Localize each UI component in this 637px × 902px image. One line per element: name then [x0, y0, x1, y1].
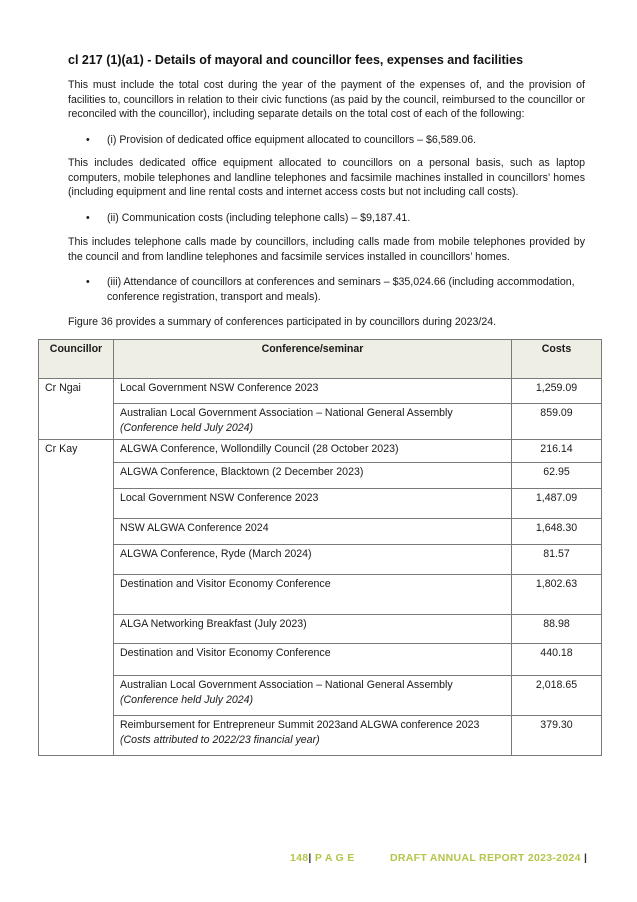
conference-title: ALGWA Conference, Blacktown (2 December 2023) — [120, 466, 364, 478]
bullet-text: (ii) Communication costs (including telephone calls) – $9,187.41. — [107, 212, 411, 224]
table-row — [39, 716, 602, 756]
bullet-text: (iii) Attendance of councillors at conferences and seminars – $35,024.66 (including accommodation, conference registration, transport and meals). — [107, 276, 575, 303]
conference-cell — [114, 644, 512, 676]
bullet-icon: • — [86, 134, 90, 146]
table-row — [39, 644, 602, 676]
conference-title: Local Government NSW Conference 2023 — [120, 382, 319, 394]
cost-cell: 2,018.65 — [512, 676, 602, 716]
cost-cell: 62.95 — [512, 463, 602, 489]
footer-separator: | — [583, 852, 588, 864]
conference-title: Australian Local Government Association – National General Assembly — [120, 679, 453, 691]
conference-title: ALGWA Conference, Ryde (March 2024) — [120, 548, 312, 560]
cost-cell: 1,648.30 — [512, 519, 602, 545]
header-conference: Conference/seminar — [114, 340, 512, 379]
telephone-paragraph: This includes telephone calls made by councillors, including calls made from mobile telephones provided by the council and from landline telephones and facsimile services installed in councillors’ homes. — [68, 236, 585, 263]
bullet-icon: • — [86, 276, 90, 288]
cost-cell: 440.18 — [512, 644, 602, 676]
footer-page-number: 148 — [290, 852, 309, 864]
conference-cell — [114, 575, 512, 615]
councillor-cell: Cr Ngai — [39, 379, 114, 440]
cost-cell: 379.30 — [512, 716, 602, 756]
conference-note: (Conference held July 2024) — [120, 693, 254, 706]
conference-cell — [114, 379, 512, 404]
table-header-row — [39, 340, 602, 379]
cost-cell: 216.14 — [512, 440, 602, 463]
conference-title: Destination and Visitor Economy Conference — [120, 578, 331, 590]
conference-title: Reimbursement for Entrepreneur Summit 2023and ALGWA conference 2023 — [120, 719, 480, 731]
cost-cell: 1,259.09 — [512, 379, 602, 404]
table-row — [39, 545, 602, 575]
footer-report-title: DRAFT ANNUAL REPORT 2023-2024 — [390, 852, 581, 864]
table-row — [39, 676, 602, 716]
conference-table-body — [39, 379, 602, 756]
conference-note: (Costs attributed to 2022/23 financial year) — [120, 733, 320, 746]
conference-title: ALGWA Conference, Wollondilly Council (28 October 2023) — [120, 443, 399, 455]
conference-cell — [114, 489, 512, 519]
conference-cell — [114, 676, 512, 716]
table-row — [39, 615, 602, 644]
cost-cell: 81.57 — [512, 545, 602, 575]
figure-caption: Figure 36 provides a summary of conferences participated in by councillors during 2023/24. — [68, 316, 497, 328]
conference-table — [38, 339, 602, 756]
table-row — [39, 463, 602, 489]
header-councillor: Councillor — [39, 340, 114, 379]
conference-cell — [114, 615, 512, 644]
table-row — [39, 379, 602, 404]
cost-cell: 859.09 — [512, 404, 602, 440]
table-row — [39, 519, 602, 545]
conference-cell — [114, 716, 512, 756]
footer-separator: | — [308, 852, 312, 864]
intro-paragraph: This must include the total cost during the year of the payment of the expenses of, and the provision of facilities to, councillors in relation to their civic functions (as paid by the council, reimbursed to the councillor or reconciled with the councillor), including separate details on the total cost of each of the following: — [68, 79, 585, 121]
conference-cell — [114, 463, 512, 489]
section-heading: cl 217 (1)(a1) - Details of mayoral and councillor fees, expenses and facilities — [68, 53, 524, 67]
bullet-text: (i) Provision of dedicated office equipment allocated to councillors – $6,589.06. — [107, 134, 477, 146]
footer-report-title-block — [390, 852, 587, 864]
footer-page-label — [290, 852, 355, 864]
councillor-cell: Cr Kay — [39, 440, 114, 756]
conference-title: Local Government NSW Conference 2023 — [120, 492, 319, 504]
table-row — [39, 404, 602, 440]
conference-title: Destination and Visitor Economy Conference — [120, 647, 331, 659]
conference-cell — [114, 519, 512, 545]
cost-cell: 1,802.63 — [512, 575, 602, 615]
conference-cell — [114, 545, 512, 575]
equipment-paragraph: This includes dedicated office equipment allocated to councillors on a personal basis, such as laptop computers, mobile telephones and landline telephones and facsimile machines installed in councillors’ homes (including equipment and line rental costs and internet access costs but not including call costs). — [68, 157, 585, 199]
conference-title: NSW ALGWA Conference 2024 — [120, 522, 269, 534]
cost-cell: 1,487.09 — [512, 489, 602, 519]
table-row — [39, 440, 602, 463]
conference-note: (Conference held July 2024) — [120, 421, 254, 434]
table-row — [39, 489, 602, 519]
conference-cell — [114, 440, 512, 463]
footer-page-word: P A G E — [314, 852, 355, 864]
conference-title: Australian Local Government Association – National General Assembly — [120, 407, 453, 419]
bullet-icon: • — [86, 212, 90, 224]
header-costs: Costs — [512, 340, 602, 379]
conference-title: ALGA Networking Breakfast (July 2023) — [120, 618, 307, 630]
conference-cell — [114, 404, 512, 440]
cost-cell: 88.98 — [512, 615, 602, 644]
table-row — [39, 575, 602, 615]
